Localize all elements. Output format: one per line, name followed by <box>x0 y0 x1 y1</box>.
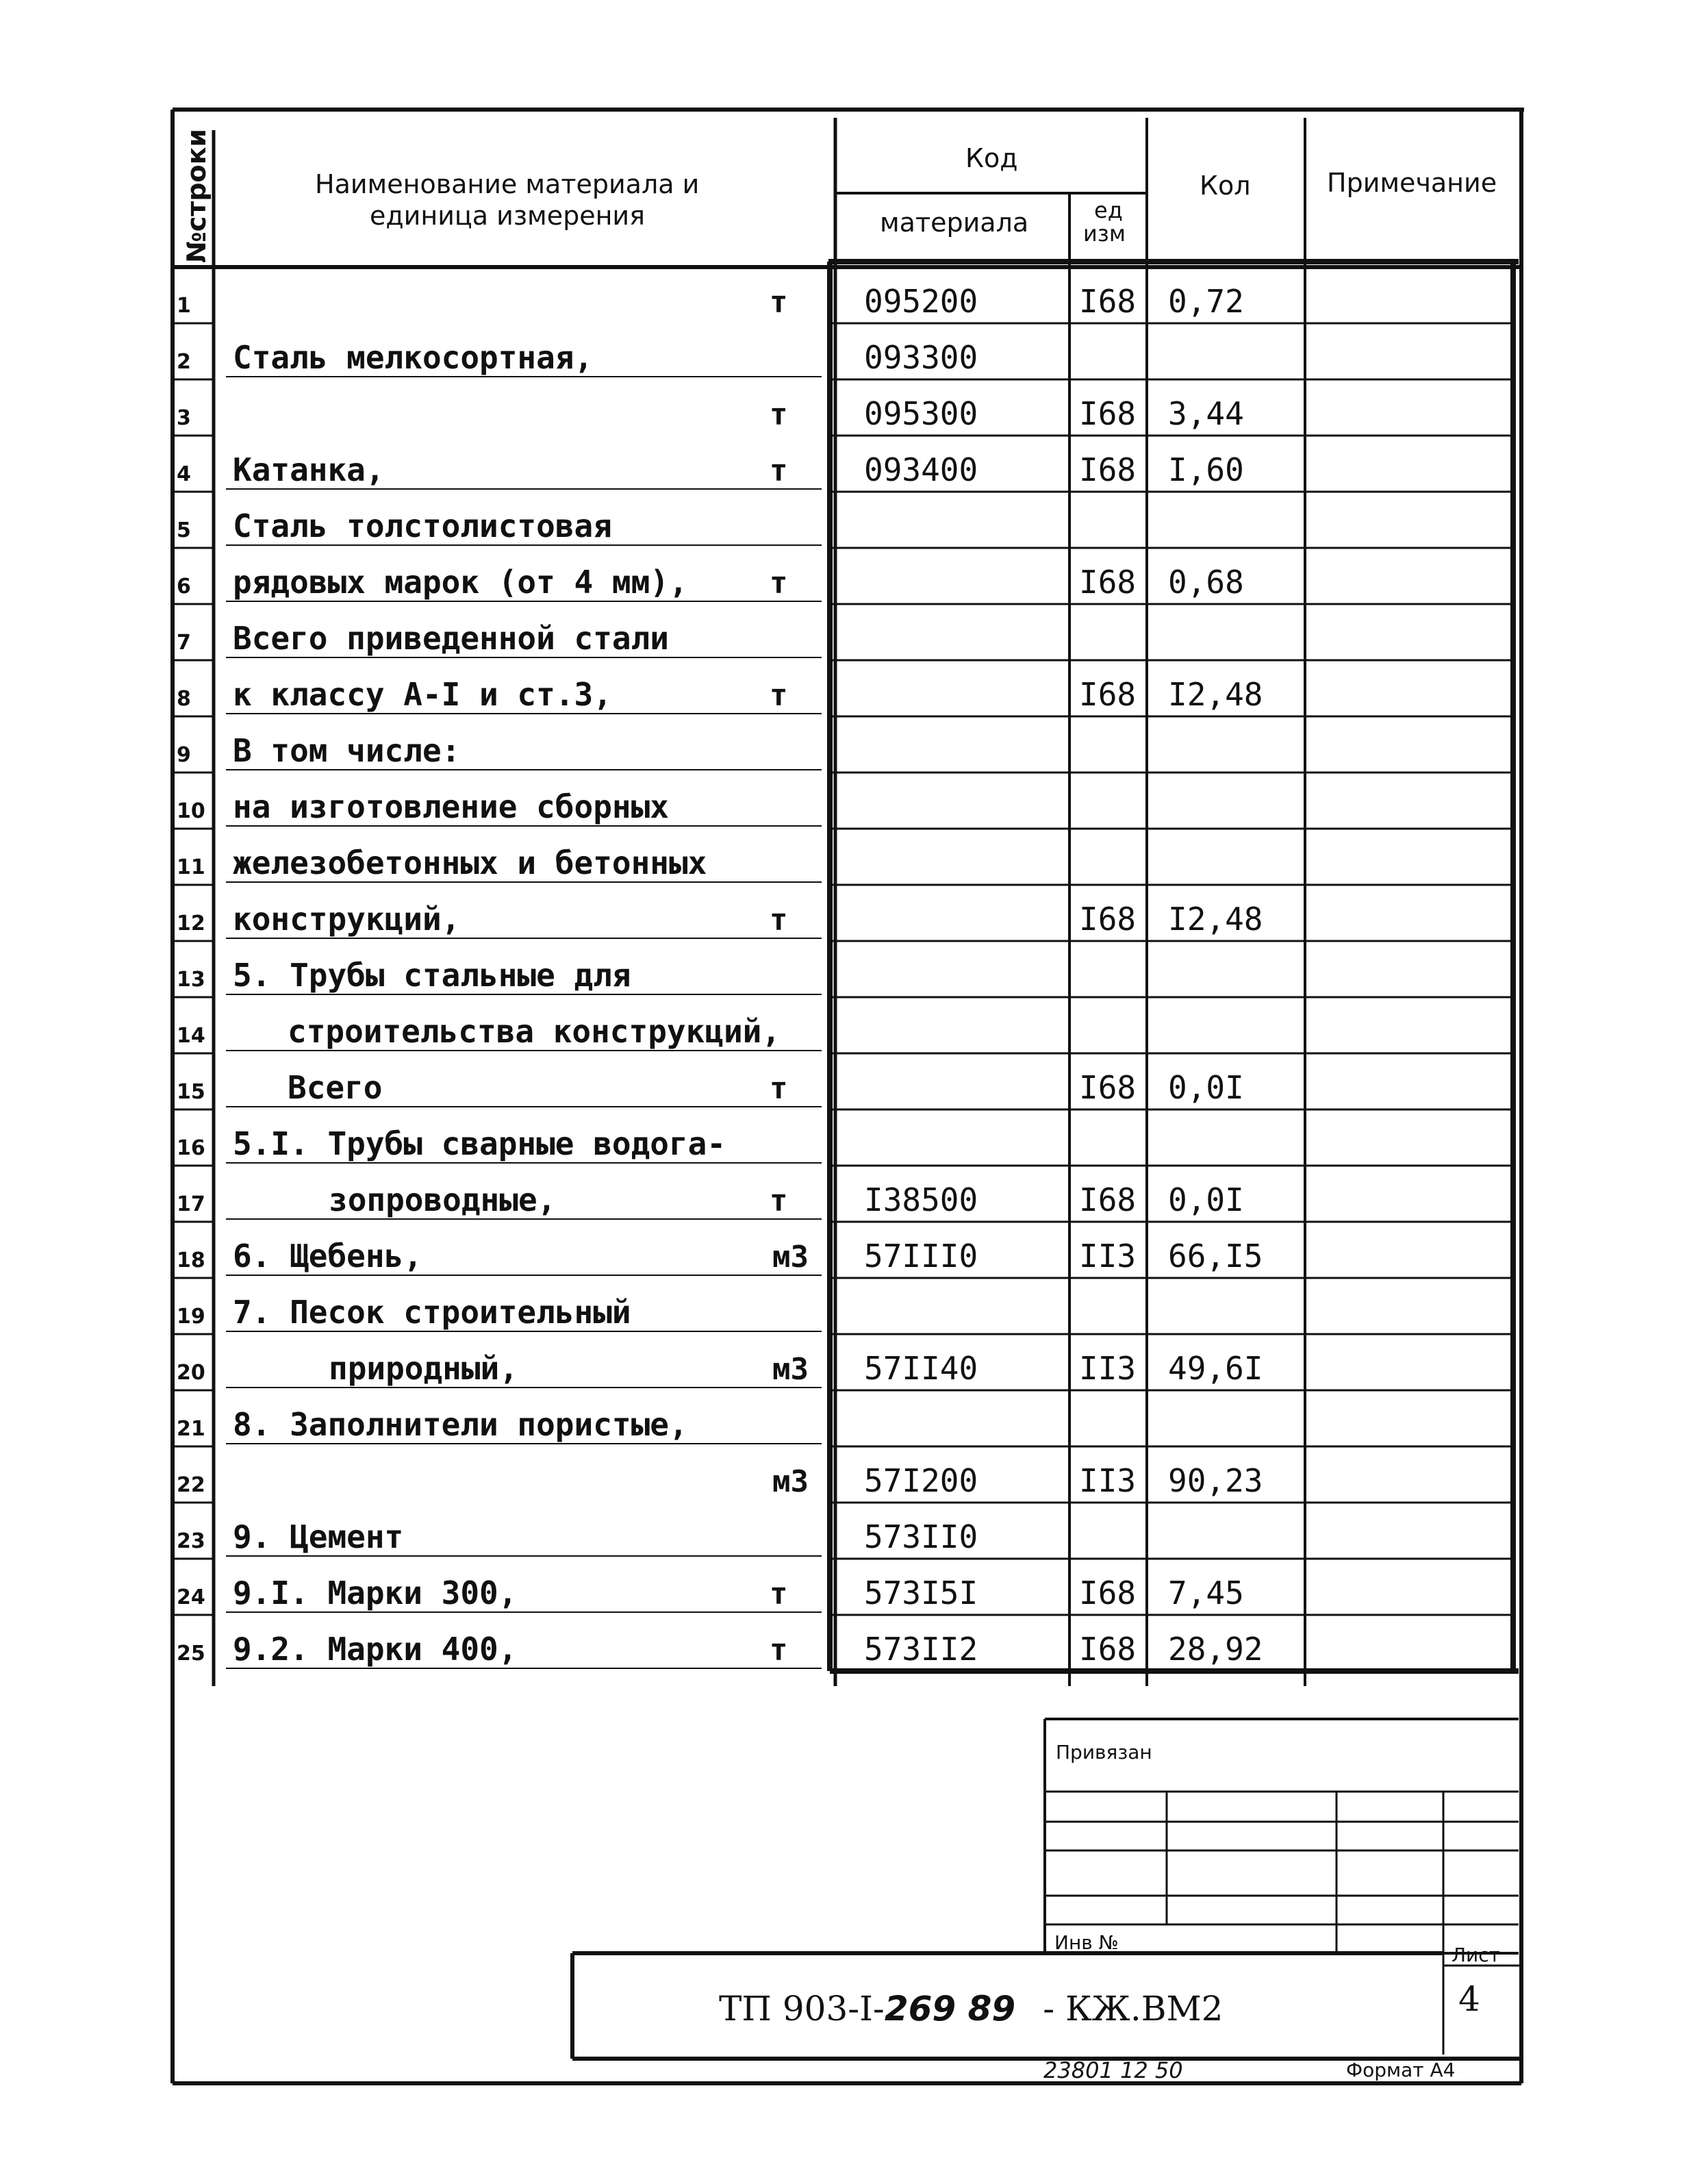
row-number: 15 <box>177 1080 205 1104</box>
quantity-value: 7,45 <box>1168 1574 1244 1611</box>
row-number: 13 <box>177 968 205 992</box>
sheet-label: Лист <box>1452 1944 1500 1966</box>
quantity-value: I2,48 <box>1168 676 1263 713</box>
name-header-line1: Наименование материала и <box>315 169 700 199</box>
row-number: 8 <box>177 687 191 711</box>
material-name: В том числе: <box>233 732 461 769</box>
quantity-value: I,60 <box>1168 451 1244 488</box>
format-label: Формат А4 <box>1346 2059 1456 2081</box>
material-name: Сталь мелкосортная, <box>233 339 594 376</box>
footer <box>1043 2057 1455 2083</box>
material-code-header: материала <box>880 208 1029 238</box>
row-number: 5 <box>177 518 191 542</box>
row-number: 20 <box>177 1361 205 1385</box>
unit-of-measure: т <box>770 1071 788 1106</box>
material-name: зопроводные, <box>329 1181 557 1218</box>
material-code: I38500 <box>864 1181 978 1218</box>
material-name: 7. Песок строительный <box>233 1294 631 1331</box>
unit-code: I68 <box>1079 901 1137 938</box>
unit-of-measure: м3 <box>772 1352 809 1387</box>
unit-of-measure: м3 <box>772 1464 809 1499</box>
material-name: строительства конструкций, <box>288 1013 781 1050</box>
sheet-number: 4 <box>1458 1979 1480 2019</box>
unit-of-measure: т <box>770 903 788 938</box>
row-number-header: №строки <box>181 129 212 263</box>
unit-code: I68 <box>1079 1574 1137 1611</box>
quantity-value: 90,23 <box>1168 1462 1263 1499</box>
material-name: железобетонных и бетонных <box>233 844 707 881</box>
row-number: 17 <box>177 1192 205 1216</box>
unit-of-measure: т <box>770 678 788 713</box>
row-number: 3 <box>177 406 191 430</box>
material-code: 093300 <box>864 339 978 376</box>
unit-code: I68 <box>1079 676 1137 713</box>
unit-code: I68 <box>1079 564 1137 601</box>
quantity-value: 49,6I <box>1168 1350 1263 1387</box>
unit-code: II3 <box>1079 1462 1137 1499</box>
row-number: 19 <box>177 1305 205 1329</box>
material-code: 095200 <box>864 283 978 320</box>
quantity-header: Кол <box>1200 171 1251 201</box>
material-name: Катанка, <box>233 451 385 488</box>
order-number: 23801 12 50 <box>1043 2057 1183 2083</box>
row-number: 10 <box>177 799 205 823</box>
unit-of-measure: т <box>770 1183 788 1218</box>
row-number: 11 <box>177 855 205 879</box>
row-number: 23 <box>177 1529 205 1553</box>
row-number: 21 <box>177 1417 205 1441</box>
unit-of-measure: т <box>770 1633 788 1668</box>
quantity-value: 0,72 <box>1168 283 1244 320</box>
row-number: 25 <box>177 1642 205 1666</box>
document-code-suffix: - КЖ.ВМ2 <box>1043 1989 1224 2029</box>
unit-code: I68 <box>1079 451 1137 488</box>
row-number: 9 <box>177 743 191 767</box>
table-header <box>181 129 1497 263</box>
row-number: 6 <box>177 575 191 599</box>
unit-code: II3 <box>1079 1350 1137 1387</box>
name-header-line2: единица измерения <box>370 201 645 231</box>
material-code: 095300 <box>864 395 978 432</box>
material-name: 8. Заполнители пористые, <box>233 1406 688 1443</box>
material-code: 573I5I <box>864 1574 978 1611</box>
material-name: конструкций, <box>233 901 461 938</box>
unit-of-measure: т <box>770 566 788 601</box>
quantity-value: I2,48 <box>1168 901 1263 938</box>
document-code <box>719 1989 1224 2029</box>
material-name: на изготовление сборных <box>233 788 669 825</box>
row-number: 18 <box>177 1248 205 1272</box>
quantity-value: 0,0I <box>1168 1181 1244 1218</box>
material-name: 6. Щебень, <box>233 1238 422 1275</box>
document-code-prefix: ТП 903-I- <box>719 1989 885 2029</box>
material-name: рядовых марок (от 4 мм), <box>233 564 688 601</box>
material-name: Всего приведенной стали <box>233 620 669 657</box>
row-number: 16 <box>177 1136 205 1160</box>
material-code: 573II2 <box>864 1631 978 1668</box>
material-name: к классу А-I и ст.3, <box>233 676 612 713</box>
inv-label: Инв № <box>1054 1931 1119 1954</box>
unit-code-header-2: изм <box>1083 221 1126 247</box>
row-number: 4 <box>177 462 191 486</box>
unit-code: I68 <box>1079 283 1137 320</box>
quantity-value: 28,92 <box>1168 1631 1263 1668</box>
unit-code: I68 <box>1079 1181 1137 1218</box>
unit-of-measure: т <box>770 1577 788 1611</box>
material-code: 093400 <box>864 451 978 488</box>
unit-of-measure: т <box>770 285 788 320</box>
material-code: 57II40 <box>864 1350 978 1387</box>
row-number: 1 <box>177 294 191 318</box>
unit-code: I68 <box>1079 1631 1137 1668</box>
unit-of-measure: т <box>770 397 788 432</box>
unit-code: II3 <box>1079 1238 1137 1275</box>
quantity-value: 0,68 <box>1168 564 1244 601</box>
row-number: 14 <box>177 1024 205 1048</box>
material-code: 573II0 <box>864 1518 978 1555</box>
unit-of-measure: т <box>770 453 788 488</box>
table-body <box>173 283 1513 1668</box>
quantity-value: 0,0I <box>1168 1069 1244 1106</box>
row-number: 22 <box>177 1473 205 1497</box>
stamp-block <box>572 1719 1521 2059</box>
quantity-value: 66,I5 <box>1168 1238 1263 1275</box>
material-name: природный, <box>329 1350 518 1387</box>
material-name: 9.2. Марки 400, <box>233 1631 518 1668</box>
document-code-handwritten: 269 89 <box>884 1989 1016 2029</box>
quantity-value: 3,44 <box>1168 395 1244 432</box>
material-name: Сталь толстолистовая <box>233 507 612 544</box>
material-name: Всего <box>288 1069 383 1106</box>
material-name: 5. Трубы стальные для <box>233 957 631 994</box>
code-header: Код <box>965 143 1018 173</box>
row-number: 24 <box>177 1585 205 1609</box>
material-code: 57III0 <box>864 1238 978 1275</box>
bound-label: Привязан <box>1056 1741 1152 1763</box>
material-name: 9.I. Марки 300, <box>233 1574 518 1611</box>
material-name: 9. Цемент <box>233 1518 404 1555</box>
row-number: 7 <box>177 631 191 655</box>
unit-code: I68 <box>1079 395 1137 432</box>
row-number: 2 <box>177 350 191 374</box>
material-name: 5.I. Трубы сварные водога- <box>233 1125 726 1162</box>
row-number: 12 <box>177 912 205 936</box>
unit-of-measure: м3 <box>772 1240 809 1275</box>
unit-code-header-1: ед <box>1094 197 1123 223</box>
note-header: Примечание <box>1327 168 1497 198</box>
unit-code: I68 <box>1079 1069 1137 1106</box>
material-code: 57I200 <box>864 1462 978 1499</box>
